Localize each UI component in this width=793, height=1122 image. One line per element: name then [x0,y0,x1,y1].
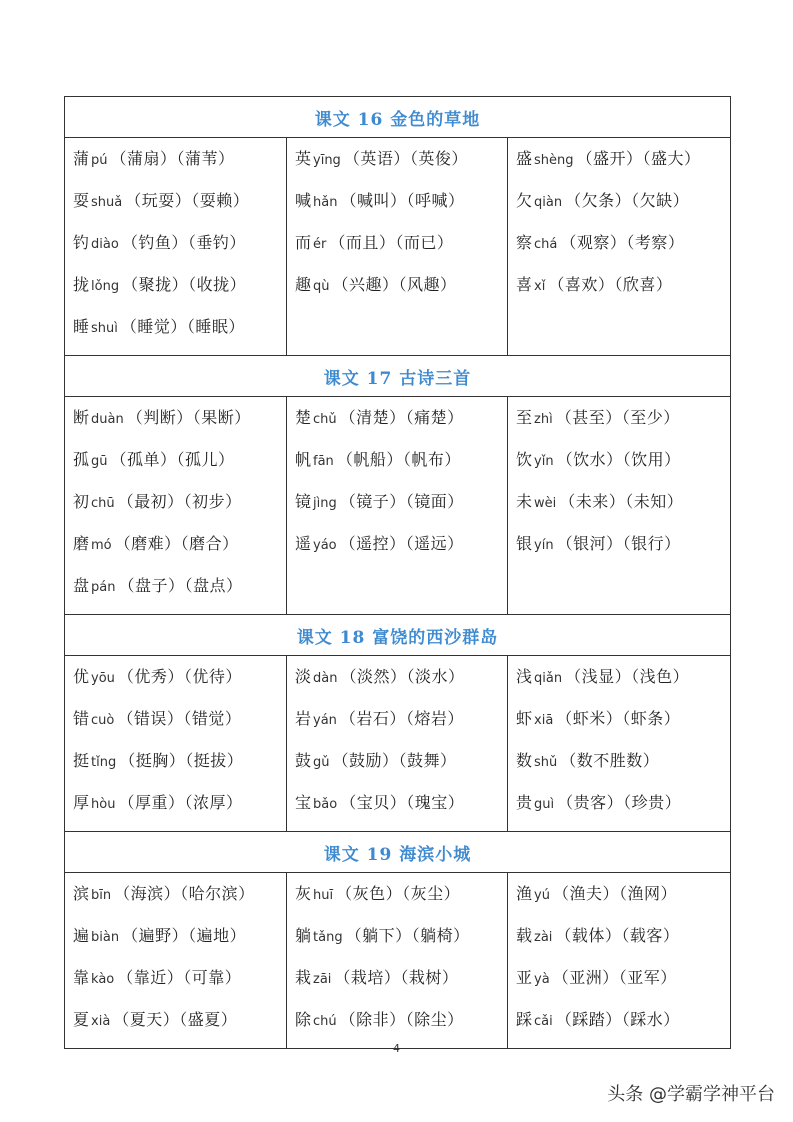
lesson-header-row [65,356,731,397]
vocab-pinyin: biàn [91,930,120,945]
lesson-header-row [65,97,731,138]
vocab-entry [508,705,730,747]
vocab-entry [508,145,730,187]
vocab-pinyin: yú [534,888,550,903]
vocab-words: （错误）（错觉） [117,709,242,728]
vocab-pinyin: dàn [313,671,338,686]
vocab-entry [65,145,286,187]
vocab-pinyin: cuò [91,713,115,728]
vocab-words: （踩踏）（踩水） [555,1010,680,1029]
vocab-pinyin: chú [313,1014,337,1029]
lesson-body-row [65,397,731,615]
vocab-words: （躺下）（躺椅） [345,926,470,945]
vocab-pinyin: pán [91,580,116,595]
vocab-entry [65,789,286,831]
vocab-character: 宝 [295,793,312,812]
vocab-entry [65,572,286,614]
vocab-pinyin: yà [534,972,550,987]
vocab-words: （厚重）（浓厚） [118,793,243,812]
vocab-character: 遍 [73,926,90,945]
vocab-words: （夏天）（盛夏） [113,1010,238,1029]
vocab-pinyin: xǐ [534,279,546,294]
vocab-character: 滨 [73,884,90,903]
vocab-entry [508,446,730,488]
watermark: 头条 @学霸学神平台 [607,1084,775,1105]
vocab-character: 优 [73,667,90,686]
vocab-character: 盛 [516,149,533,168]
vocab-pinyin: zhì [534,412,553,427]
vocab-words: （清楚）（痛楚） [339,408,464,427]
vocab-character: 盘 [73,576,90,595]
vocab-character: 浅 [516,667,533,686]
vocab-pinyin: yōu [91,671,115,686]
vocab-words: （载体）（载客） [555,926,680,945]
vocab-entry [508,747,730,789]
vocab-pinyin: yáo [313,538,337,553]
vocab-character: 磨 [73,534,90,553]
vocab-entry [287,880,507,922]
vocab-words: （灰色）（灰尘） [336,884,461,903]
vocab-words: （遥控）（遥远） [339,534,464,553]
vocab-words: （优秀）（优待） [117,667,242,686]
vocab-character: 鼓 [295,751,312,770]
vocab-pinyin: chá [534,237,558,252]
vocab-character: 踩 [516,1010,533,1029]
vocab-character: 断 [73,408,90,427]
vocab-pinyin: shǔ [534,755,558,770]
vocab-entry [65,922,286,964]
vocab-character: 趣 [295,275,312,294]
lesson-title: 课文 18 富饶的西沙群岛 [65,615,731,656]
vocab-pinyin: xià [91,1014,111,1029]
vocab-words: （孤单）（孤儿） [110,450,235,469]
vocab-character: 遥 [295,534,312,553]
vocab-entry [287,530,507,572]
vocab-character: 挺 [73,751,90,770]
vocab-pinyin: guì [534,797,555,812]
vocab-entry [65,747,286,789]
vocab-words: （浅显）（浅色） [565,667,690,686]
vocab-entry [65,271,286,313]
vocab-words: （玩耍）（耍赖） [125,191,250,210]
vocab-words: （渔夫）（渔网） [552,884,677,903]
vocab-pinyin: pú [91,153,108,168]
vocab-words: （银河）（银行） [556,534,681,553]
vocab-words: （英语）（英俊） [343,149,468,168]
word-column [287,397,508,615]
vocab-entry [508,880,730,922]
vocab-character: 拢 [73,275,90,294]
vocab-entry [287,187,507,229]
vocab-character: 灰 [295,884,312,903]
vocab-entry [287,922,507,964]
vocab-pinyin: qiàn [534,195,563,210]
vocab-character: 厚 [73,793,90,812]
vocab-entry [65,880,286,922]
vocab-pinyin: cǎi [534,1014,553,1029]
vocab-pinyin: wèi [534,496,557,511]
vocab-entry [508,663,730,705]
vocab-words: （盘子）（盘点） [118,576,243,595]
vocab-entry [287,705,507,747]
vocab-entry [287,747,507,789]
vocab-words: （欠条）（欠缺） [565,191,690,210]
lesson-title: 课文 17 古诗三首 [65,356,731,397]
vocab-character: 喊 [295,191,312,210]
vocab-entry [65,530,286,572]
lesson-title: 课文 19 海滨小城 [65,832,731,873]
vocab-pinyin: shuǎ [91,195,123,210]
vocab-character: 亚 [516,968,533,987]
vocab-character: 初 [73,492,90,511]
vocab-words: （聚拢）（收拢） [122,275,247,294]
vocab-words: （最初）（初步） [117,492,242,511]
vocab-entry [508,530,730,572]
vocab-pinyin: shèng [534,153,574,168]
vocab-words: （靠近）（可靠） [117,968,242,987]
word-column [287,873,508,1049]
vocab-words: （数不胜数） [560,751,660,770]
vocab-pinyin: kào [91,972,115,987]
vocab-words: （喊叫）（呼喊） [340,191,465,210]
vocab-pinyin: duàn [91,412,124,427]
vocab-entry [287,488,507,530]
vocab-words: （淡然）（淡水） [340,667,465,686]
vocab-words: （未来）（未知） [559,492,684,511]
vocab-words: （盛开）（盛大） [576,149,701,168]
vocab-entry [287,446,507,488]
vocab-entry [287,789,507,831]
vocab-entry [65,705,286,747]
vocab-entry [65,187,286,229]
vocab-pinyin: hòu [91,797,116,812]
lesson-body-row [65,656,731,832]
vocab-pinyin: bǎo [313,797,338,812]
vocab-character: 栽 [295,968,312,987]
vocab-words: （甚至）（至少） [555,408,680,427]
vocab-entry [287,663,507,705]
word-column [508,873,731,1049]
vocab-words: （判断）（果断） [126,408,251,427]
vocab-pinyin: hǎn [313,195,338,210]
vocab-words: （岩石）（熔岩） [339,709,464,728]
vocab-pinyin: tǐng [91,755,117,770]
vocab-words: （栽培）（栽树） [334,968,459,987]
vocab-character: 喜 [516,275,533,294]
vocab-words: （帆船）（帆布） [336,450,461,469]
vocab-words: （挺胸）（挺拔） [119,751,244,770]
vocab-pinyin: zài [534,930,553,945]
vocab-words: （宝贝）（瑰宝） [340,793,465,812]
vocab-pinyin: lǒng [91,279,120,294]
vocab-entry [508,187,730,229]
vocab-pinyin: tǎng [313,930,343,945]
vocab-words: （贵客）（珍贵） [557,793,682,812]
vocab-character: 未 [516,492,533,511]
vocab-character: 察 [516,233,533,252]
vocab-entry [287,229,507,271]
vocab-words: （而且）（而已） [329,233,454,252]
vocab-pinyin: ér [313,237,327,252]
vocab-entry [508,404,730,446]
vocab-words: （镜子）（镜面） [339,492,464,511]
vocab-character: 错 [73,709,90,728]
vocab-character: 楚 [295,408,312,427]
vocab-character: 岩 [295,709,312,728]
vocab-character: 英 [295,149,312,168]
lesson-title: 课文 16 金色的草地 [65,97,731,138]
vocab-words: （观察）（考察） [560,233,685,252]
vocab-pinyin: huī [313,888,334,903]
word-column [508,397,731,615]
vocab-entry [508,229,730,271]
vocab-character: 数 [516,751,533,770]
vocab-character: 载 [516,926,533,945]
vocab-pinyin: shuì [91,321,118,336]
vocab-character: 虾 [516,709,533,728]
word-column [65,656,287,832]
vocab-entry [287,271,507,313]
vocab-entry [65,488,286,530]
page-number: 4 [393,1042,400,1055]
vocab-character: 蒲 [73,149,90,168]
vocab-pinyin: yán [313,713,337,728]
vocab-pinyin: xiā [534,713,554,728]
vocab-entry [65,663,286,705]
vocab-entry [65,404,286,446]
vocab-entry [65,313,286,355]
vocab-words: （蒲扇）（蒲苇） [110,149,235,168]
word-column [65,138,287,356]
word-column [287,138,508,356]
vocab-character: 而 [295,233,312,252]
lesson-header-row [65,832,731,873]
vocab-entry [65,229,286,271]
vocab-entry [287,145,507,187]
vocab-character: 至 [516,408,533,427]
vocab-pinyin: gǔ [313,755,330,770]
vocab-entry [508,922,730,964]
vocab-pinyin: chǔ [313,412,337,427]
vocab-entry [287,964,507,1006]
vocab-words: （睡觉）（睡眠） [120,317,245,336]
vocab-pinyin: zāi [313,972,332,987]
vocab-words: （鼓励）（鼓舞） [332,751,457,770]
vocab-pinyin: bīn [91,888,112,903]
vocab-pinyin: fān [313,454,334,469]
vocabulary-table [64,96,731,1049]
vocab-character: 夏 [73,1010,90,1029]
vocab-entry [65,964,286,1006]
vocab-words: （兴趣）（风趣） [332,275,457,294]
vocab-words: （钓鱼）（垂钓） [121,233,246,252]
vocab-character: 银 [516,534,533,553]
vocab-character: 除 [295,1010,312,1029]
vocab-entry [287,404,507,446]
vocab-pinyin: yǐn [534,454,554,469]
vocab-pinyin: yín [534,538,554,553]
lesson-body-row [65,138,731,356]
vocab-words: （遍野）（遍地） [122,926,247,945]
word-column [65,397,287,615]
word-column [508,656,731,832]
vocab-pinyin: gū [91,454,108,469]
vocab-words: （除非）（除尘） [339,1010,464,1029]
vocab-character: 钓 [73,233,90,252]
vocab-character: 睡 [73,317,90,336]
vocab-words: （海滨）（哈尔滨） [114,884,255,903]
vocab-entry [65,446,286,488]
vocab-pinyin: diào [91,237,119,252]
vocab-pinyin: mó [91,538,112,553]
vocab-words: （虾米）（虾条） [556,709,681,728]
vocab-pinyin: yīng [313,153,341,168]
vocab-words: （磨难）（磨合） [114,534,239,553]
vocab-words: （亚洲）（亚军） [552,968,677,987]
vocab-entry [508,488,730,530]
lesson-body-row [65,873,731,1049]
vocab-words: （喜欢）（欣喜） [548,275,673,294]
vocab-character: 帆 [295,450,312,469]
vocab-character: 耍 [73,191,90,210]
vocab-character: 贵 [516,793,533,812]
vocab-pinyin: qù [313,279,330,294]
word-column [287,656,508,832]
vocab-character: 靠 [73,968,90,987]
vocab-character: 孤 [73,450,90,469]
vocab-entry [508,789,730,831]
vocab-character: 饮 [516,450,533,469]
vocab-pinyin: jìng [313,496,337,511]
vocab-pinyin: chū [91,496,115,511]
vocab-character: 欠 [516,191,533,210]
vocab-character: 躺 [295,926,312,945]
vocab-entry [508,271,730,313]
vocab-character: 渔 [516,884,533,903]
vocab-entry [508,964,730,1006]
word-column [508,138,731,356]
lesson-header-row [65,615,731,656]
vocab-character: 淡 [295,667,312,686]
vocab-character: 镜 [295,492,312,511]
word-column [65,873,287,1049]
vocab-words: （饮水）（饮用） [556,450,681,469]
vocab-pinyin: qiǎn [534,671,563,686]
